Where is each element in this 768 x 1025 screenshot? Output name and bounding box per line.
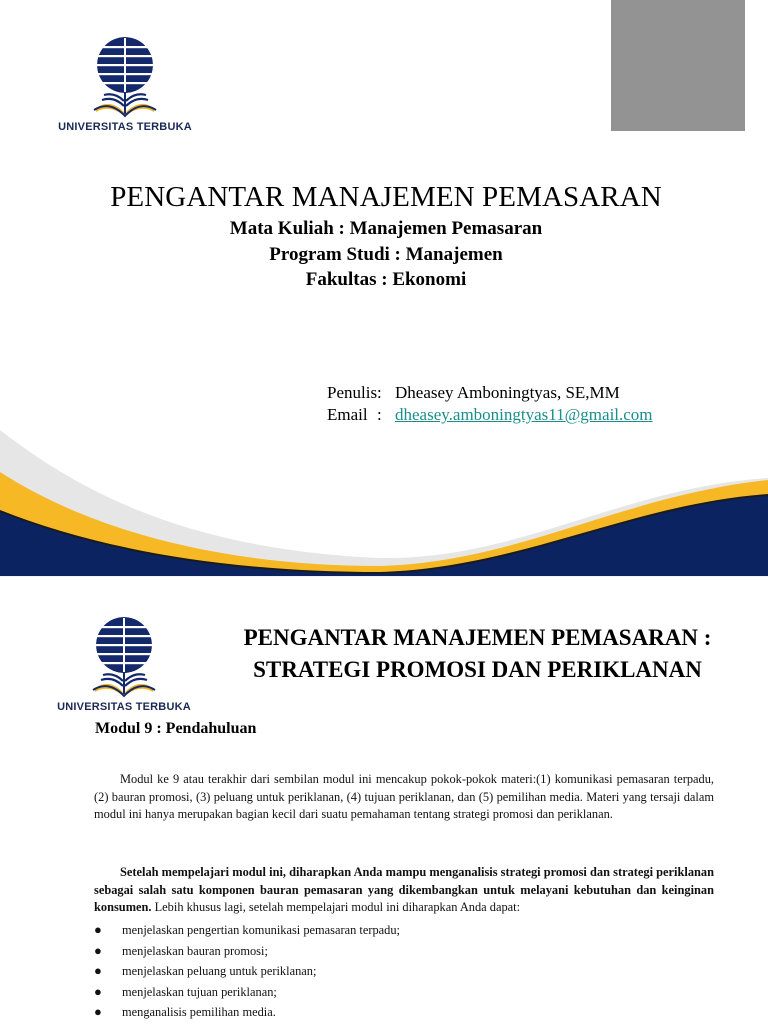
- module-title-line2: STRATEGI PROMOSI DAN PERIKLANAN: [253, 657, 702, 682]
- email-label: Email: [327, 405, 368, 424]
- objective-rest-text: Lebih khusus lagi, setelah mempelajari modul ini diharapkan Anda dapat:: [151, 900, 521, 915]
- email-separator: :: [377, 405, 382, 424]
- study-program: Program Studi : Manajemen: [269, 244, 503, 265]
- list-item: [94, 961, 400, 982]
- list-item-text: menjelaskan peluang untuk periklanan;: [122, 964, 317, 979]
- bullet-icon: ●: [94, 983, 102, 999]
- university-logo-slide2: [54, 616, 194, 713]
- intro-paragraph: Modul ke 9 atau terakhir dari sembilan modul ini mencakup pokok-pokok materi:(1) komunikasi pemasaran terpadu, (2) bauran promosi, (3) peluang untuk periklanan, (4) tujuan periklanan, dan (5) pemilihan media. Materi yang tersaji dalam modul ini hanya merupakan bagian kecil dari suatu pemahaman tentang strategi promosi dan periklanan.: [94, 772, 714, 822]
- bullet-icon: ●: [94, 1004, 102, 1020]
- section-heading: Modul 9 : Pendahuluan: [95, 720, 257, 737]
- objectives-list: [94, 920, 400, 1023]
- author-label: Penulis:: [327, 383, 382, 402]
- module-title: [195, 622, 760, 686]
- logo-text: UNIVERSITAS TERBUKA: [57, 701, 191, 713]
- bullet-icon: ●: [94, 963, 102, 979]
- list-item: [94, 982, 400, 1003]
- gray-placeholder-box: [611, 0, 745, 131]
- bullet-icon: ●: [94, 922, 102, 937]
- author-email-link[interactable]: dheasey.amboningtyas11@gmail.com: [395, 405, 653, 424]
- logo-text: UNIVERSITAS TERBUKA: [58, 121, 192, 133]
- universitas-terbuka-logo-icon: [91, 616, 157, 700]
- list-item-text: menjelaskan pengertian komunikasi pemasaran terpadu;: [122, 923, 401, 937]
- list-item: [94, 920, 400, 941]
- university-logo: [55, 36, 195, 133]
- faculty: Fakultas : Ekonomi: [305, 269, 467, 290]
- module-title-line1: PENGANTAR MANAJEMEN PEMASARAN :: [243, 625, 712, 650]
- list-item: [94, 941, 400, 962]
- universitas-terbuka-logo-icon: [92, 36, 158, 120]
- list-item-text: menganalisis pemilihan media.: [122, 1005, 276, 1020]
- bullet-icon: ●: [94, 942, 102, 958]
- objective-bold-text: Setelah mempelajari modul ini, diharapkan Anda mampu menganalisis strategi promosi dan strategi periklanan sebagai salah satu komponen bauran pemasaran yang dikembangkan untuk melayani kebutuhan dan keinginan konsumen.: [94, 865, 714, 915]
- decorative-wave-footer: [0, 400, 768, 576]
- list-item: [94, 1002, 400, 1023]
- course-name: Mata Kuliah : Manajemen Pemasaran: [229, 218, 543, 239]
- author-name: Dheasey Amboningtyas, SE,MM: [395, 383, 620, 402]
- objective-paragraph: [94, 864, 714, 917]
- list-item-text: menjelaskan bauran promosi;: [122, 943, 268, 958]
- list-item-text: menjelaskan tujuan periklanan;: [122, 984, 277, 999]
- presentation-title: PENGANTAR MANAJEMEN PEMASARAN: [110, 181, 662, 213]
